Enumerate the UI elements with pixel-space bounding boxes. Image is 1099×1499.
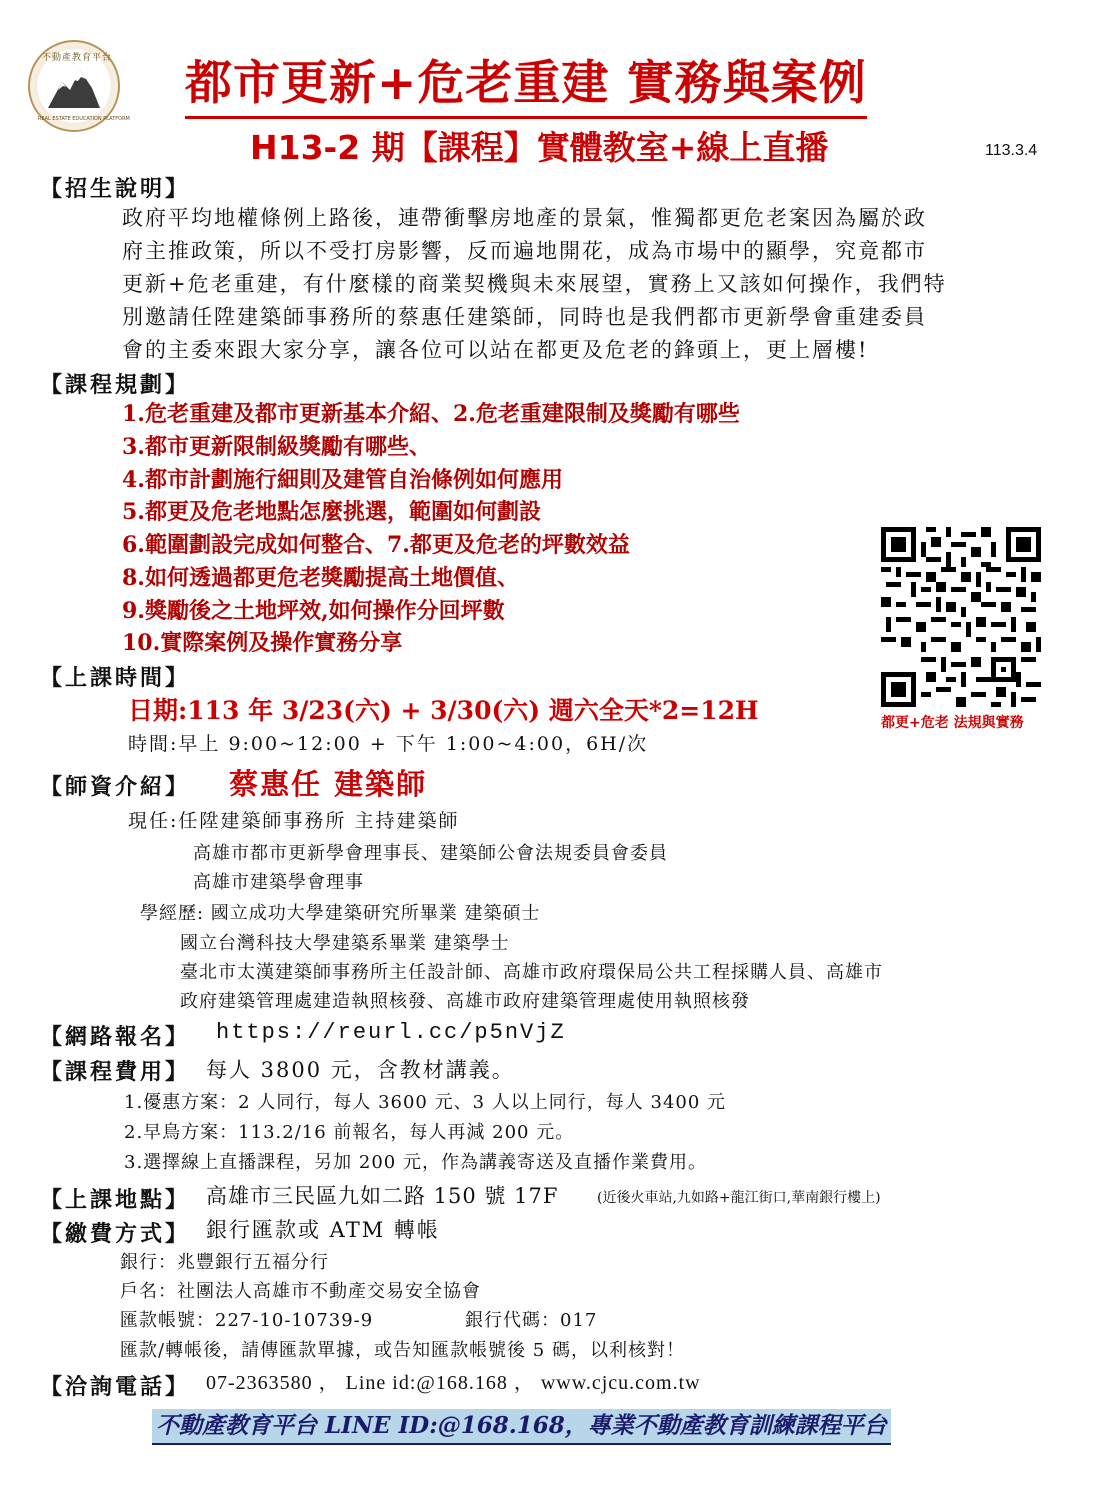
teacher-name: 蔡惠任 建築師 [229,767,428,801]
location-address: 高雄市三民區九如二路 150 號 17F [206,1184,559,1208]
register-heading: 【網路報名】 [40,1025,191,1050]
enroll-line: 會的主委來跟大家分享，讓各位可以站在都更及危老的鋒頭上，更上層樓! [122,338,869,362]
plan-item: 6.範圍劃設完成如何整合、7.都更及危老的坪數效益 [122,532,630,558]
logo-bottom-text: REAL ESTATE EDUCATION PLATFORM [38,116,130,122]
teacher-education: 學經歷: 國立成功大學建築研究所畢業 建築碩士 [140,903,541,924]
page-subtitle: H13-2 期【課程】實體教室+線上直播 [250,128,829,167]
contact-info[interactable]: 07-2363580 ， Line id:@168.168 ， www.cjcu.com.tw [206,1372,701,1394]
qr-caption: 都更+危老 法規與實務 [881,715,1024,731]
schedule-date: 日期:113 年 3/23(六) + 3/30(六) 週六全天*2=12H [128,696,759,725]
issue-date: 113.3.4 [985,142,1038,159]
page-title: 都市更新+危老重建 實務與案例 [185,52,867,119]
payment-account-number: 匯款帳號：227-10-10739-9 [120,1310,374,1331]
plan-item: 9.獎勵後之土地坪效,如何操作分回坪數 [122,598,505,624]
payment-method: 銀行匯款或 ATM 轉帳 [206,1218,440,1242]
payment-bank-code: 銀行代碼：017 [465,1310,598,1331]
fee-main: 每人 3800 元，含教材講義。 [206,1058,515,1082]
payment-account-name: 戶名：社團法人高雄市不動產交易安全協會 [120,1281,481,1302]
payment-bank: 銀行：兆豐銀行五福分行 [120,1252,329,1273]
enroll-heading: 【招生說明】 [40,177,191,202]
plan-item: 4.都市計劃施行細則及建管自治條例如何應用 [122,467,563,493]
location-heading: 【上課地點】 [40,1188,191,1213]
enroll-line: 政府平均地權條例上路後，連帶衝擊房地產的景氣，惟獨都更危老案因為屬於政 [122,206,927,230]
logo-top-text: 不動產教育平台 [42,53,113,63]
register-link[interactable]: https://reurl.cc/p5nVjZ [216,1020,566,1045]
enroll-line: 府主推政策，所以不受打房影響，反而遍地開花，成為市場中的顯學，究竟都市 [122,239,927,263]
teacher-experience: 政府建築管理處建造執照核發、高雄市政府建築管理處使用執照核發 [180,991,750,1012]
plan-item: 8.如何透過都更危老獎勵提高土地價值、 [122,565,519,591]
teacher-current: 現任:任陞建築師事務所 主持建築師 [128,810,460,832]
qr-code-icon [881,527,1041,707]
teacher-experience: 臺北市太漢建築師事務所主任設計師、高雄市政府環保局公共工程採購人員、高雄市 [180,962,883,983]
fee-item: 1.優惠方案：2 人同行，每人 3600 元、3 人以上同行，每人 3400 元 [124,1092,727,1113]
teacher-current: 高雄市建築學會理事 [193,872,364,893]
enroll-line: 更新+危老重建，有什麼樣的商業契機與未來展望，實務上又該如何操作，我們特 [122,272,947,296]
teacher-education: 國立台灣科技大學建築系畢業 建築學士 [180,933,510,954]
plan-item: 3.都市更新限制級獎勵有哪些、 [122,434,431,460]
plan-heading: 【課程規劃】 [40,373,191,398]
platform-logo [28,40,130,132]
payment-heading: 【繳費方式】 [40,1222,191,1247]
payment-note: 匯款/轉帳後，請傳匯款單據，或告知匯款帳號後 5 碼，以利核對！ [120,1340,685,1361]
schedule-time: 時間:早上 9:00~12:00 + 下午 1:00~4:00，6H/次 [128,733,649,755]
schedule-heading: 【上課時間】 [40,666,191,691]
qr-code[interactable] [881,527,1041,707]
mountain-icon [48,64,100,112]
contact-heading: 【洽詢電話】 [40,1375,191,1400]
fee-item: 3.選擇線上直播課程，另加 200 元，作為講義寄送及直播作業費用。 [124,1152,707,1173]
plan-item: 10.實際案例及操作實務分享 [122,630,403,656]
plan-item: 5.都更及危老地點怎麼挑選，範圍如何劃設 [122,499,541,525]
footer-banner: 不動產教育平台 LINE ID:@168.168，專業不動產教育訓練課程平台 [152,1409,891,1445]
teacher-current: 高雄市都市更新學會理事長、建築師公會法規委員會委員 [193,843,668,864]
teacher-heading: 【師資介紹】 [40,775,191,800]
enroll-line: 別邀請任陞建築師事務所的蔡惠任建築師，同時也是我們都市更新學會重建委員 [122,305,927,329]
fee-item: 2.早鳥方案：113.2/16 前報名，每人再減 200 元。 [124,1122,575,1143]
fee-heading: 【課程費用】 [40,1060,191,1085]
plan-item: 1.危老重建及都市更新基本介紹、2.危老重建限制及獎勵有哪些 [122,401,740,427]
location-note: (近後火車站,九如路+龍江街口,華南銀行樓上) [597,1190,881,1206]
